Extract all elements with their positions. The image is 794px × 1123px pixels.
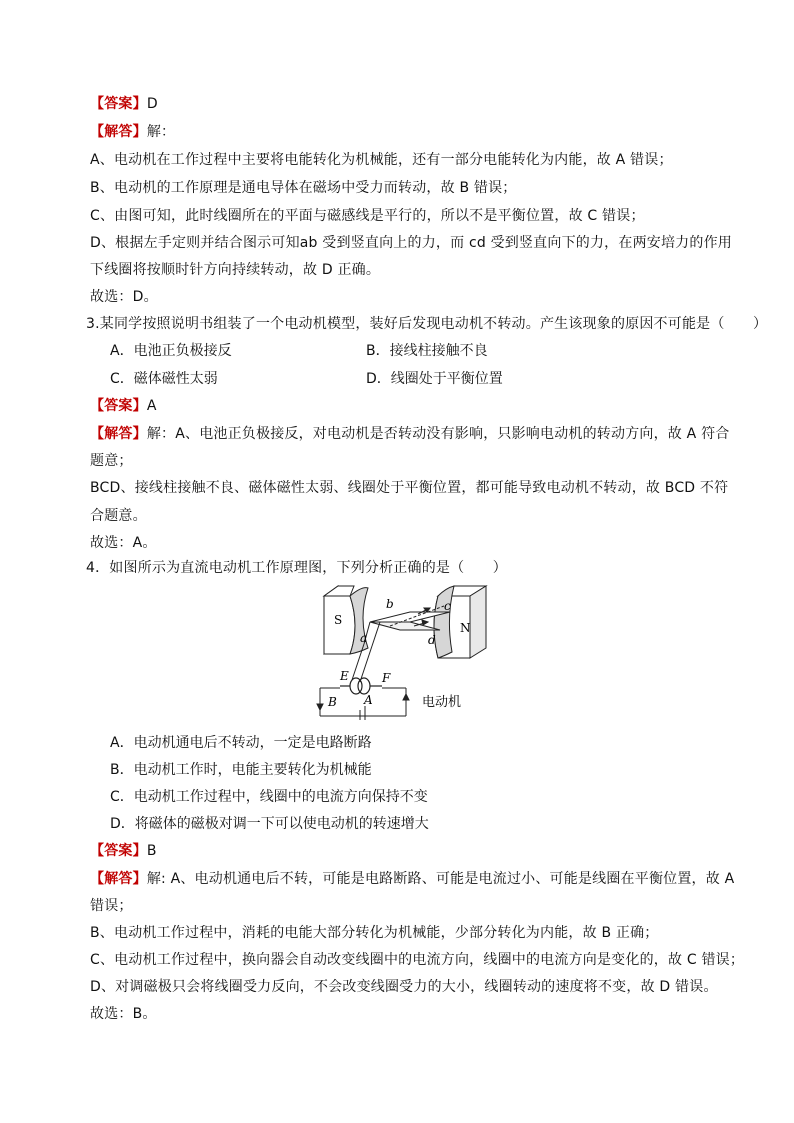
q2-choose: 故选：D。 [90,289,158,305]
q4-option-c: C．电动机工作过程中，线圈中的电流方向保持不变 [110,789,428,805]
analysis-tag: 【解答】 [90,426,147,442]
label-e: E [340,669,349,683]
label-b: b [386,597,394,611]
q3-stem: 3.某同学按照说明书组装了一个电动机模型，装好后发现电动机不转动。产生该现象的原因不可能是（ ） [86,316,768,332]
q3-option-b: B．接线柱接触不良 [366,343,488,359]
analysis-tag: 【解答】 [90,124,147,140]
analysis-tag: 【解答】 [90,871,147,887]
q2-analysis-text: D、根据左手定则并结合图示可知ab 受到竖直向上的力，而 cd 受到竖直向下的力，在两安培力的作用 [90,235,732,251]
q4-analysis-text: C、电动机工作过程中，换向器会自动改变线圈中的电流方向，线圈中的电流方向是变化的，故 C 错误； [90,952,745,968]
q2-analysis-text: B、电动机的工作原理是通电导体在磁场中受力而转动，故 B 错误； [90,180,517,196]
label-d: d [428,633,436,647]
answer-tag: 【答案】 [90,398,147,414]
answer-tag: 【答案】 [90,843,147,859]
q4-answer-line [90,841,157,861]
answer-value: D [146,96,158,112]
label-a: a [360,631,368,645]
q4-analysis-text: 错误； [90,898,133,914]
answer-tag: 【答案】 [90,96,147,112]
label-n: N [460,621,471,635]
q3-analysis-text: 题意； [90,453,133,469]
q2-analysis-text: C、由图可知，此时线圈所在的平面与磁感线是平行的，所以不是平衡位置，故 C 错误； [90,208,645,224]
q3-option-a: A．电池正负极接反 [110,343,232,359]
q4-choose: 故选：B。 [90,1006,157,1022]
q3-answer-line [90,396,157,416]
q2-analysis-text: 下线圈将按顺时针方向持续转动，故 D 正确。 [90,262,381,278]
answer-value: A [146,398,157,414]
q4-analysis-text: D、对调磁极只会将线圈受力反向，不会改变线圈受力的大小，线圈转动的速度将不变，故 D 错误。 [90,979,718,995]
label-brush-a: A [364,693,373,707]
answer-value: B [146,843,157,859]
label-c: c [444,599,451,613]
label-s: S [334,613,343,627]
motor-diagram [310,582,496,720]
q3-option-d: D．线圈处于平衡位置 [366,371,503,387]
figure-caption: 电动机 [422,695,462,710]
label-f: F [382,671,391,685]
q4-analysis-line: 【解答】解: A、电动机通电后不转，可能是电路断路、可能是电流过小、可能是线圈在平衡位置，故 A [90,871,735,887]
q3-option-c: C．磁体磁性太弱 [110,371,218,387]
q2-answer-line [90,94,158,114]
q4-stem: 4．如图所示为直流电动机工作原理图，下列分析正确的是（ ） [86,560,507,576]
q3-analysis-text: 合题意。 [90,508,147,524]
q2-analysis-text: A、电动机在工作过程中主要将电能转化为机械能，还有一部分电能转化为内能，故 A 错误； [90,152,673,168]
q4-option-b: B．电动机工作时，电能主要转化为机械能 [110,762,372,778]
q3-analysis-line: 【解答】解：A、电池正负极接反，对电动机是否转动没有影响，只影响电动机的转动方向，故 A 符合 [90,426,730,442]
q4-option-d: D．将磁体的磁极对调一下可以使电动机的转速增大 [110,816,429,832]
label-brush-b: B [328,695,337,709]
q3-analysis-text: BCD、接线柱接触不良、磁体磁性太弱、线圈处于平衡位置，都可能导致电动机不转动，故 BCD 不符 [90,480,729,496]
q4-option-a: A．电动机通电后不转动，一定是电路断路 [110,735,372,751]
q2-analysis-line: 【解答】解： [90,124,176,140]
q3-choose: 故选：A。 [90,535,157,551]
q4-analysis-text: B、电动机工作过程中，消耗的电能大部分转化为机械能，少部分转化为内能，故 B 正确； [90,925,659,941]
